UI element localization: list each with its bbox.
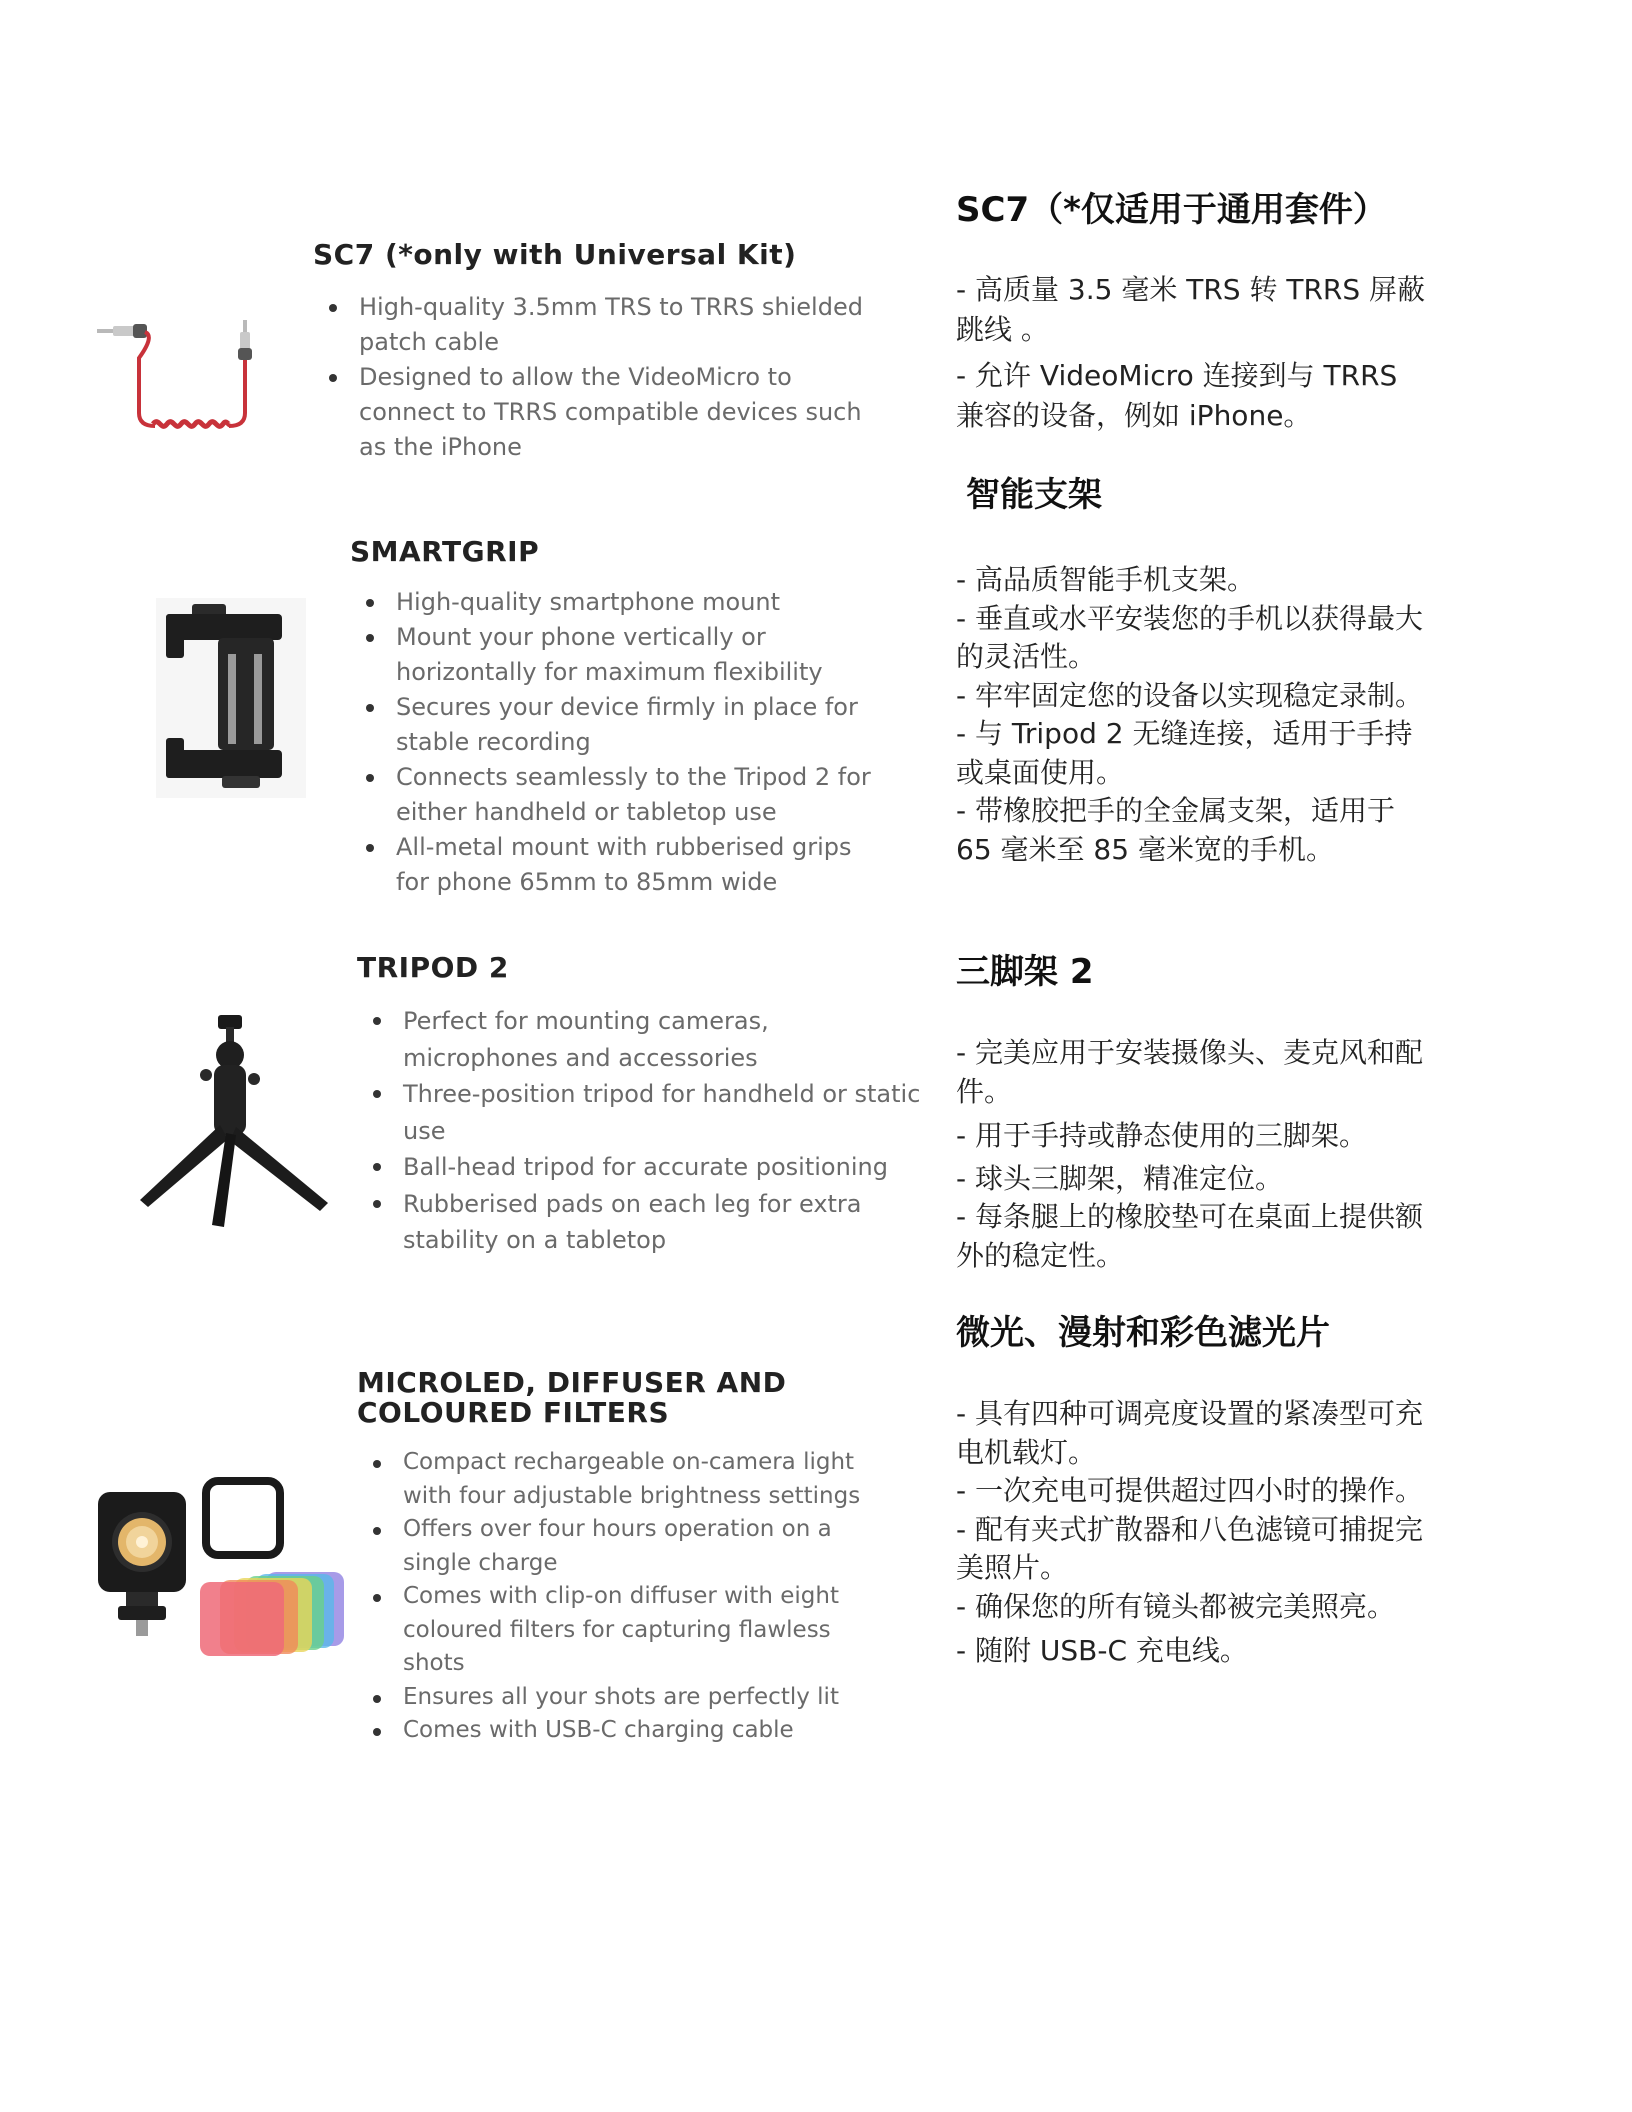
microled-en-title-line1: MICROLED, DIFFUSER AND <box>357 1366 787 1399</box>
cn-line: - 随附 USB-C 充电线。 <box>956 1634 1248 1667</box>
tripod-en-list <box>357 1003 927 1259</box>
microled-en-section <box>357 1368 897 1748</box>
cn-line: - 垂直或水平安装您的手机以获得最大的灵活性。 <box>956 601 1424 673</box>
patch-cable-image <box>95 318 280 433</box>
smartgrip-cn-section <box>956 475 1426 869</box>
sc7-en-title: SC7 (*only with Universal Kit) <box>313 238 797 271</box>
tripod-en-section <box>357 953 927 1259</box>
list-item: High-quality 3.5mm TRS to TRRS shielded patch cable <box>359 290 873 360</box>
sc7-cn-body <box>956 270 1426 436</box>
smartgrip-en-section <box>350 537 890 940</box>
smartgrip-en-title: SMARTGRIP <box>350 535 540 568</box>
microled-en-title <box>357 1368 897 1428</box>
list-item: High-quality smartphone mount <box>396 585 890 620</box>
cn-line: - 球头三脚架，精准定位。 <box>956 1161 1284 1195</box>
list-item: Connects seamlessly to the Tripod 2 for either handheld or tabletop use <box>396 760 890 830</box>
list-item: Designed to allow the VideoMicro to connect to TRRS compatible devices such as the iPhone <box>359 360 873 465</box>
list-item: Mount your phone vertically or horizontally for maximum flexibility <box>396 620 890 690</box>
microled-cn-title: 微光、漫射和彩色滤光片 <box>956 1313 1330 1353</box>
list-item: Ball-head tripod for accurate positioning <box>403 1149 927 1186</box>
list-item: Secures your device firmly in place for stable recording <box>396 690 890 760</box>
list-item: Offers over four hours operation on a single charge <box>403 1513 897 1580</box>
sc7-en-list <box>313 290 873 465</box>
cn-line: - 完美应用于安装摄像头、麦克风和配件。 <box>956 1036 1424 1108</box>
microled-cn-section <box>956 1313 1426 1671</box>
tripod-image <box>130 1015 340 1230</box>
smartgrip-en-list <box>350 585 890 900</box>
cn-line: - 一次充电可提供超过四小时的操作。 <box>956 1474 1424 1507</box>
list-item: All-metal mount with rubberised grips for phone 65mm to 85mm wide <box>396 830 890 900</box>
color-filters-image <box>196 1568 346 1658</box>
cn-line: - 每条腿上的橡胶垫可在桌面上提供额外的稳定性。 <box>956 1200 1424 1272</box>
diffuser-frame-image <box>202 1477 284 1559</box>
sc7-cn-title: SC7（*仅适用于通用套件） <box>956 190 1387 230</box>
sc7-en-section <box>313 240 873 465</box>
tripod-cn-section <box>956 952 1426 1275</box>
list-item: Rubberised pads on each leg for extra stability on a tabletop <box>403 1186 927 1259</box>
microled-light-image <box>96 1490 191 1640</box>
smartgrip-cn-body <box>956 561 1426 869</box>
microled-en-title-line2: COLOURED FILTERS <box>357 1396 670 1429</box>
list-item: Compact rechargeable on-camera light with four adjustable brightness settings <box>403 1446 897 1513</box>
phone-mount-image <box>156 598 306 798</box>
cn-line: - 用于手持或静态使用的三脚架。 <box>956 1119 1368 1152</box>
list-item: Comes with USB-C charging cable <box>403 1714 897 1748</box>
cn-line: - 高品质智能手机支架。 <box>956 563 1256 596</box>
tripod-cn-body <box>956 1034 1426 1275</box>
list-item: Comes with clip-on diffuser with eight coloured filters for capturing flawless shots <box>403 1580 897 1681</box>
tripod-cn-title: 三脚架 2 <box>956 952 1094 992</box>
tripod-en-title: TRIPOD 2 <box>357 951 509 984</box>
cn-line: - 确保您的所有镜头都被完美照亮。 <box>956 1589 1396 1623</box>
microled-cn-body <box>956 1395 1426 1671</box>
cn-line: - 与 Tripod 2 无缝连接，适用于手持或桌面使用。 <box>956 717 1413 789</box>
list-item: Ensures all your shots are perfectly lit <box>403 1681 897 1715</box>
microled-en-list <box>357 1446 897 1748</box>
cn-line: - 允许 VideoMicro 连接到与 TRRS 兼容的设备，例如 iPhone。 <box>956 359 1398 432</box>
cn-line: - 配有夹式扩散器和八色滤镜可捕捉完美照片。 <box>956 1512 1424 1584</box>
list-item: Perfect for mounting cameras, microphones and accessories <box>403 1003 927 1076</box>
cn-line: - 具有四种可调亮度设置的紧凑型可充电机载灯。 <box>956 1397 1424 1469</box>
cn-line: - 带橡胶把手的全金属支架，适用于 65 毫米至 85 毫米宽的手机。 <box>956 794 1396 866</box>
cn-line: - 牢牢固定您的设备以实现稳定录制。 <box>956 678 1424 712</box>
sc7-cn-section <box>956 190 1426 436</box>
list-item: Three-position tripod for handheld or static use <box>403 1076 927 1149</box>
cn-line: - 高质量 3.5 毫米 TRS 转 TRRS 屏蔽跳线 。 <box>956 273 1426 346</box>
smartgrip-cn-title: 智能支架 <box>966 475 1102 515</box>
